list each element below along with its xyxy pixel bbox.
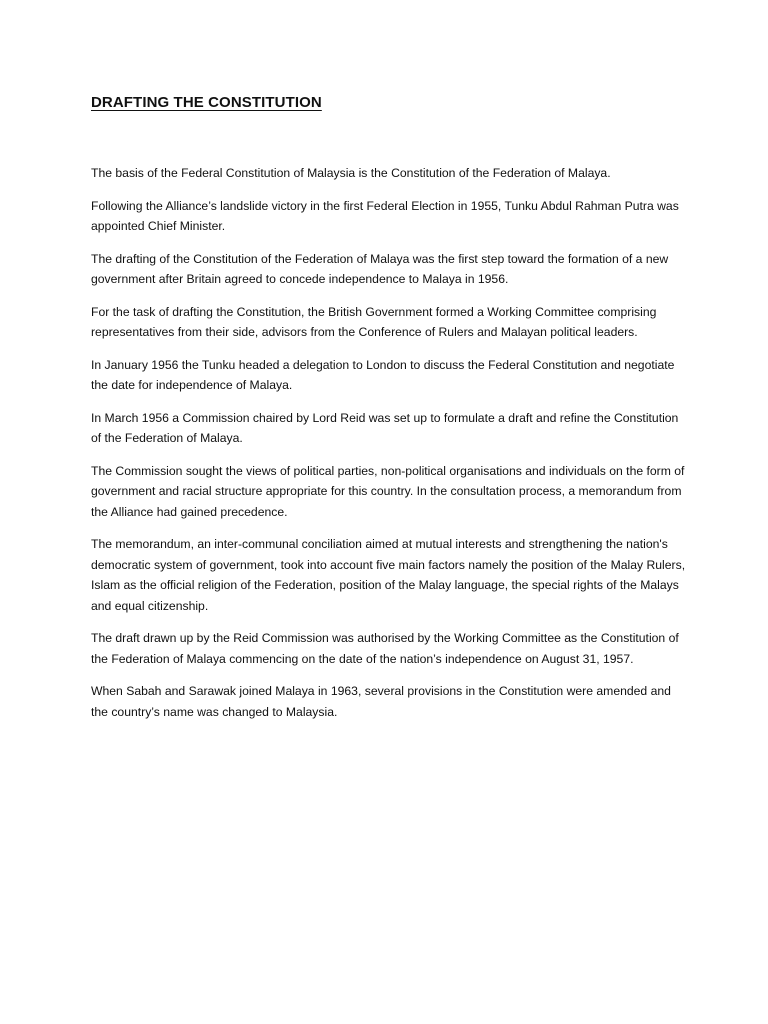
paragraph-drafting-step: The drafting of the Constitution of the Federation of Malaya was the first step toward the formation of a new government after Britain agreed to concede independence to Malaya in 1956. (91, 251, 669, 286)
document-body (91, 163, 691, 734)
paragraph-london-delegation: In January 1956 the Tunku headed a delegation to London to discuss the Federal Constitution and negotiate the date for independence of Malaya. (91, 357, 675, 392)
paragraph-reid-commission: In March 1956 a Commission chaired by Lord Reid was set up to formulate a draft and refine the Constitution of the Federation of Malaya. (91, 410, 679, 445)
paragraph-working-committee: For the task of drafting the Constitution, the British Government formed a Working Committee comprising representatives from their side, advisors from the Conference of Rulers and Malayan political leaders. (91, 304, 657, 339)
paragraph-federal-basis: The basis of the Federal Constitution of Malaysia is the Constitution of the Federation of Malaya. (91, 166, 611, 180)
document-title: DRAFTING THE CONSTITUTION (91, 94, 322, 111)
paragraph-malaysia-formation: When Sabah and Sarawak joined Malaya in 1963, several provisions in the Constitution were amended and the country’s name was changed to Malaysia. (91, 684, 671, 719)
paragraph-chief-minister: Following the Alliance’s landslide victory in the first Federal Election in 1955, Tunku Abdul Rahman Putra was appointed Chief Minister. (91, 198, 679, 233)
paragraph-memorandum: The memorandum, an inter-communal conciliation aimed at mutual interests and strengthening the nation's democratic system of government, took into account five main factors namely the position of the Malay Rulers, Islam as the official religion of the Federation, position of the Malay language, the special rights of the Malays and equal citizenship. (91, 537, 686, 613)
paragraph-consultation: The Commission sought the views of political parties, non-political organisations and individuals on the form of government and racial structure appropriate for this country. In the consultation process, a memorandum from the Alliance had gained precedence. (91, 463, 685, 519)
paragraph-authorisation: The draft drawn up by the Reid Commission was authorised by the Working Committee as the Constitution of the Federation of Malaya commencing on the date of the nation’s independence on August 31, 1957. (91, 631, 679, 666)
